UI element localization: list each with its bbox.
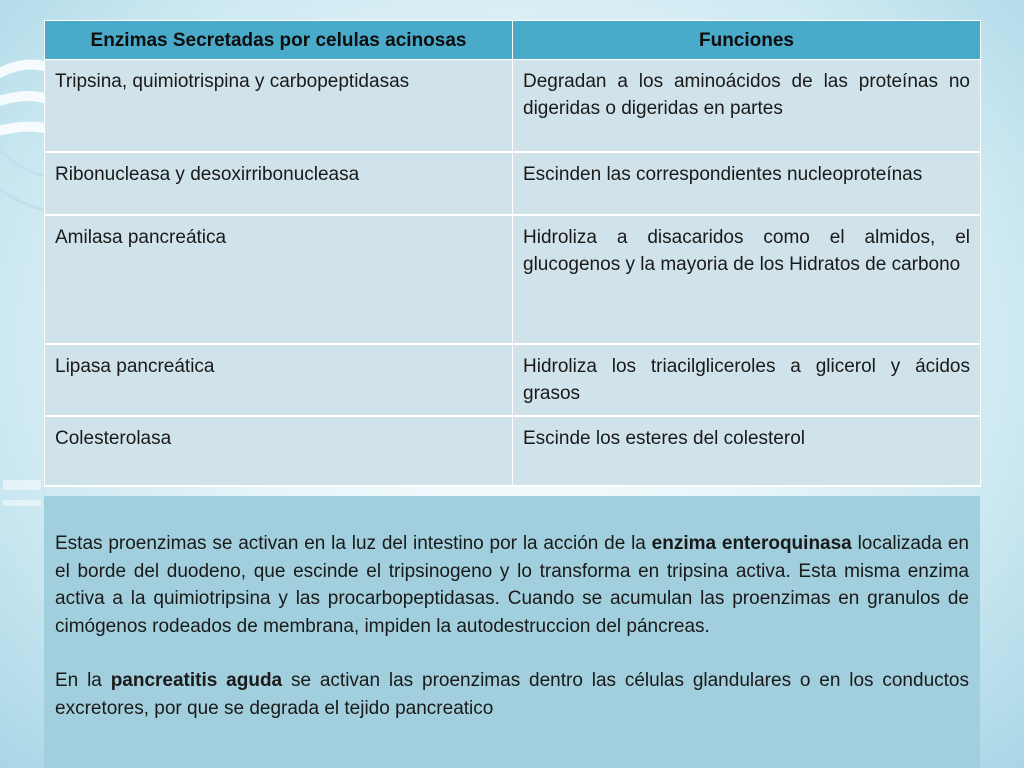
table-row	[45, 60, 981, 152]
table-header-row	[45, 21, 981, 60]
enzyme-cell: Colesterolasa	[45, 416, 513, 486]
table-row	[45, 344, 981, 416]
pancreatitis-text-end: se activan las proenzimas dentro las células glandulares o en los conductos excretores, por que se degrada el tejido pancreatico	[55, 670, 969, 719]
function-cell: Escinden las correspondientes nucleoproteínas	[513, 152, 981, 215]
enzyme-cell: Lipasa pancreática	[45, 344, 513, 416]
activation-text-end: localizada en el borde del duodeno, que escinde el tripsinogeno y lo transforma en tripsina activa. Esta misma enzima activa a la quimiotripsina y las procarbopeptidasas. Cuando se acumulan las proenzimas en granulos de cimógenos rodeados de membrana, impiden la autodestruccion del páncreas.	[55, 533, 970, 637]
enzyme-cell: Tripsina, quimiotrispina y carbopeptidasas	[45, 60, 513, 152]
pancreatitis-paragraph	[55, 667, 969, 722]
function-cell: Hidroliza a disacaridos como el almidos, el glucogenos y la mayoria de los Hidratos de carbono	[513, 215, 981, 344]
pancreatitis-text-start: En la	[55, 670, 111, 691]
table-row	[45, 152, 981, 215]
enzyme-table	[44, 20, 981, 487]
table-row	[45, 215, 981, 344]
function-cell: Degradan a los aminoácidos de las proteínas no digeridas o digeridas en partes	[513, 60, 981, 152]
enzyme-cell: Ribonucleasa y desoxirribonucleasa	[45, 152, 513, 215]
activation-text-start: Estas proenzimas se activan en la luz del intestino por la acción de la	[55, 533, 652, 554]
enteroquinasa-term: enzima enteroquinasa	[651, 533, 852, 554]
header-functions: Funciones	[513, 21, 981, 60]
pancreatitis-term: pancreatitis aguda	[110, 670, 283, 691]
function-cell: Hidroliza los triacilgliceroles a glicerol y ácidos grasos	[513, 344, 981, 416]
activation-paragraph	[55, 530, 969, 640]
table-row	[45, 416, 981, 486]
header-enzymes: Enzimas Secretadas por celulas acinosas	[45, 21, 513, 60]
enzyme-cell: Amilasa pancreática	[45, 215, 513, 344]
info-box	[44, 496, 980, 768]
function-cell: Escinde los esteres del colesterol	[513, 416, 981, 486]
